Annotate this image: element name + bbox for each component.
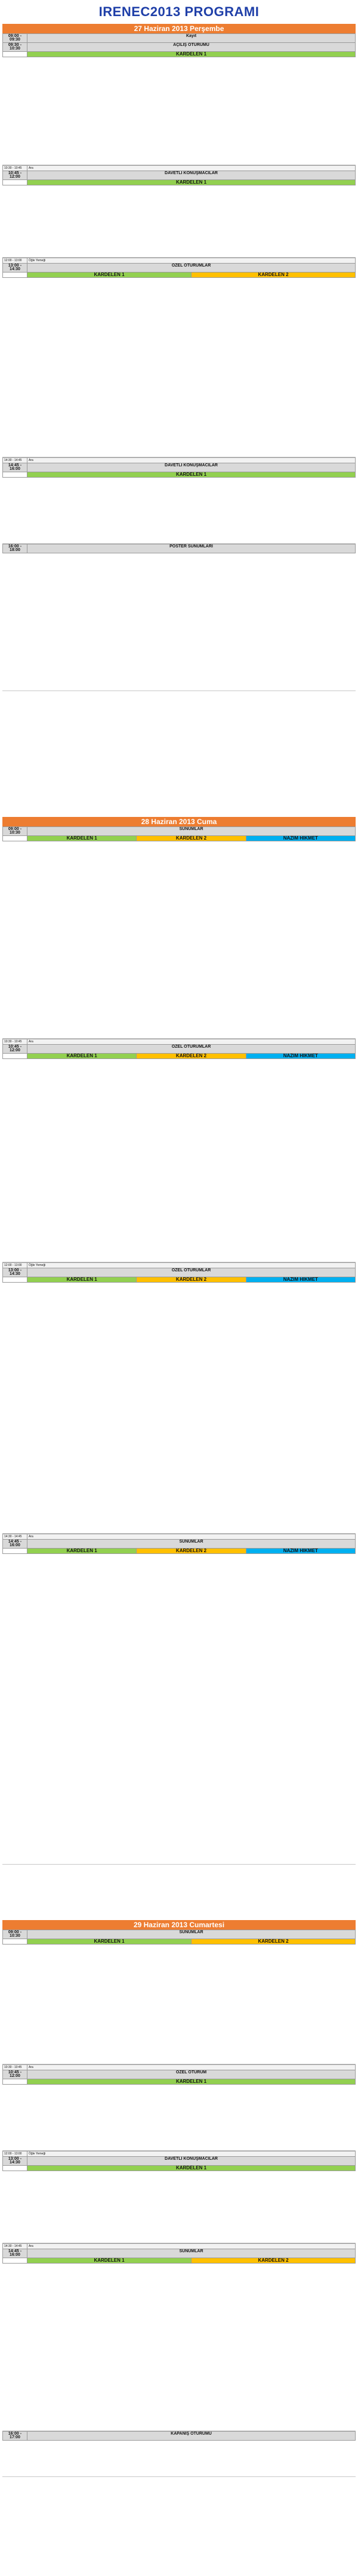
agenda-block (2, 553, 356, 691)
agenda-block (2, 478, 356, 544)
agenda-block (2, 2171, 356, 2243)
schedule-table: 14:30 - 14:45 Ara 14:45 - 16:00 SUNUMLAR KARDELEN 1 KARDELEN 2 (2, 2243, 356, 2264)
agenda-block (2, 1554, 356, 1865)
agenda-block (2, 1945, 356, 2064)
agenda-block (2, 841, 356, 1039)
schedule-table: 10:30 - 10:45 Ara 10:45 - 12:00 ÖZEL OTURUM KARDELEN 1 (2, 2064, 356, 2085)
schedule-table: 14:30 - 14:45 Ara 14:45 - 16:00 DAVETLİ KONUŞMACILAR KARDELEN 1 (2, 457, 356, 478)
day-title: 28 Haziran 2013 Cuma (2, 817, 356, 826)
day-title: 27 Haziran 2013 Perşembe (2, 24, 356, 33)
schedule-table: 12:00 - 13:00 Öğle Yemeği 13:00 - 14:30 ÖZEL OTURUMLAR KARDELEN 1 KARDELEN 2 NAZIM HİKMET (2, 1262, 356, 1283)
schedule-table: 10:30 - 10:45 Ara 10:45 - 12:00 DAVETLİ KONUŞMACILAR KARDELEN 1 (2, 165, 356, 185)
schedule-table: 10:30 - 10:45 Ara 10:45 - 12:00 ÖZEL OTURUMLAR KARDELEN 1 KARDELEN 2 NAZIM HİKMET (2, 1039, 356, 1059)
document-title: IRENEC2013 PROGRAMI (98, 4, 260, 19)
agenda-block (2, 1059, 356, 1262)
session-row: 09:00 - 09:30 Kayıt (3, 34, 356, 43)
day-1 (2, 24, 356, 817)
schedule-table (2, 33, 356, 57)
agenda-block (2, 2085, 356, 2151)
schedule-table: 09:00 - 10:30 SUNUMLAR KARDELEN 1 KARDELEN 2 (2, 1930, 356, 1945)
session-row: 09:30 - 10:30 AÇILIŞ OTURUMU (3, 43, 356, 52)
hall-row: KARDELEN 1 (3, 52, 356, 57)
agenda-block (2, 185, 356, 258)
schedule-table: 12:00 - 13:00 Öğle Yemeği 13:00 - 14:30 DAVETLİ KONUŞMACILAR KARDELEN 1 (2, 2151, 356, 2171)
agenda-block (2, 2441, 356, 2477)
agenda-block (2, 2264, 356, 2431)
agenda-block (2, 57, 356, 165)
schedule-table: 16:00 - 17:00 KAPANIŞ OTURUMU (2, 2431, 356, 2441)
schedule-table: 16:00 - 18:00 POSTER SUNUMLARI (2, 544, 356, 553)
day-3 (2, 1920, 356, 2564)
day-2 (2, 817, 356, 1920)
agenda-block (2, 278, 356, 457)
schedule-table: 12:00 - 13:00 Öğle Yemeği 13:00 - 14:30 ÖZEL OTURUMLAR KARDELEN 1 KARDELEN 2 (2, 258, 356, 278)
schedule-table: 14:30 - 14:45 Ara 14:45 - 16:00 SUNUMLAR KARDELEN 1 KARDELEN 2 NAZIM HİKMET (2, 1534, 356, 1554)
day-title: 29 Haziran 2013 Cumartesi (2, 1920, 356, 1930)
schedule-table: 09:00 - 10:30 SUNUMLAR KARDELEN 1 KARDELEN 2 NAZIM HİKMET (2, 826, 356, 841)
agenda-block (2, 1283, 356, 1534)
